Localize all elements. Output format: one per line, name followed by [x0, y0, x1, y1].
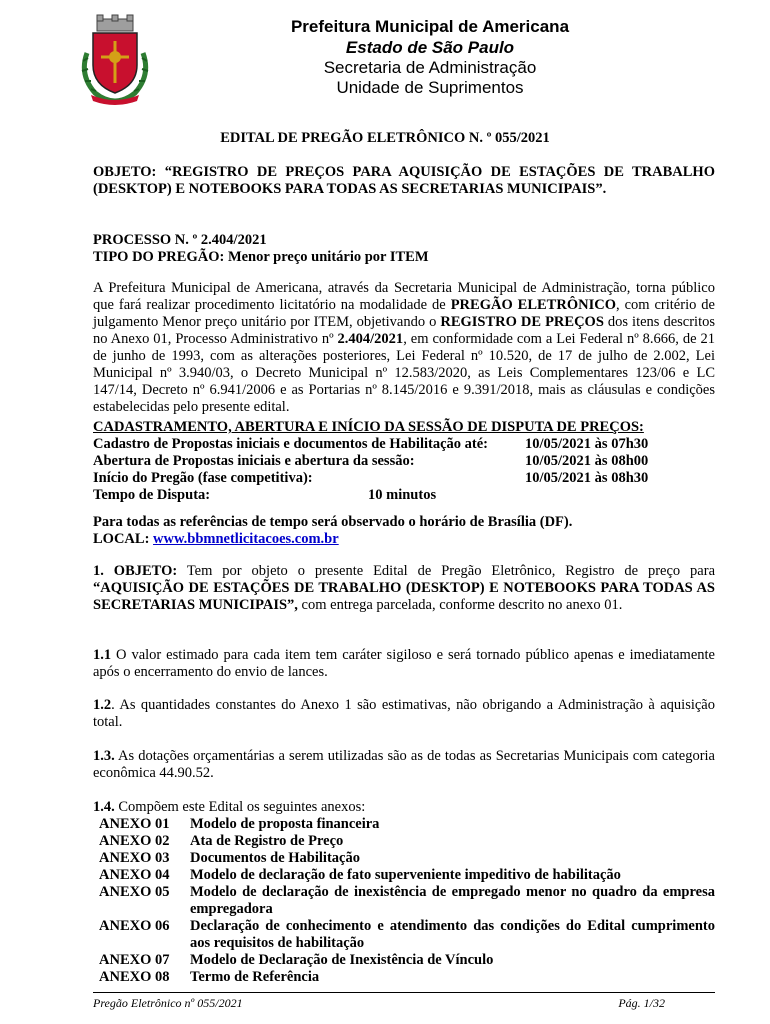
cadastramento-section: [93, 419, 715, 548]
annex-code: ANEXO 06: [99, 918, 170, 934]
section-text: . As quantidades constantes do Anexo 1 são estimativas, não obrigando a Administração à aquisição total.: [93, 697, 715, 730]
objeto-paragraph: OBJETO: “REGISTRO DE PREÇOS PARA AQUISIÇÃO DE ESTAÇÕES DE TRABALHO (DESKTOP) E NOTEBOOKS PARA TODAS AS SECRETARIAS MUNICIPAIS”.: [93, 164, 715, 197]
annex-desc: Modelo de declaração de inexistência de empregado menor no quadro da empresa empregadora: [190, 884, 715, 917]
annex-code: ANEXO 05: [99, 884, 170, 900]
municipal-crest-icon: [77, 13, 153, 105]
header-line-4: Unidade de Suprimentos: [336, 78, 524, 97]
section-text: com entrega parcelada, conforme descrito no anexo 01.: [297, 597, 623, 613]
schedule-value: 10/05/2021 às 08h30: [525, 470, 649, 486]
annex-desc: Modelo de declaração de fato superveniente impeditivo de habilitação: [190, 867, 621, 883]
document-title: EDITAL DE PREGÃO ELETRÔNICO N. º 055/2021: [220, 130, 550, 146]
annex-item: [93, 833, 715, 850]
schedule-label: Cadastro de Propostas iniciais e documentos de Habilitação até:: [93, 436, 488, 452]
tipo-value: : Menor preço unitário por ITEM: [219, 249, 429, 265]
cadastramento-heading: CADASTRAMENTO, ABERTURA E INÍCIO DA SESSÃO DE DISPUTA DE PREÇOS:: [93, 419, 644, 435]
annex-code: ANEXO 02: [99, 833, 170, 849]
section-1-objeto: [93, 563, 715, 614]
intro-text-3: dos itens descritos no Anexo 01, Processo Administrativo nº: [93, 314, 715, 347]
processo-block: [93, 232, 715, 266]
local-label: LOCAL:: [93, 531, 154, 547]
schedule-label: Abertura de Propostas iniciais e abertura da sessão:: [93, 453, 415, 469]
header-line-1: Prefeitura Municipal de Americana: [290, 17, 570, 36]
letterhead: [160, 16, 700, 98]
intro-text-2: , com critério de julgamento Menor preço unitário por ITEM, objetivando o: [93, 297, 715, 330]
tempo-label: Tempo de Disputa:: [93, 487, 211, 503]
annex-code: ANEXO 07: [99, 952, 170, 968]
tipo-pregao-line: [93, 249, 715, 266]
annex-desc: Declaração de conhecimento e atendimento das condições do Edital cumprimento aos requisitos de habilitação: [190, 918, 715, 951]
section-1-3: [93, 748, 715, 782]
section-number: 1.4.: [93, 799, 115, 815]
intro-bold-3: 2.404/2021: [337, 331, 404, 347]
horario-note: Para todas as referências de tempo será observado o horário de Brasília (DF).: [93, 514, 573, 530]
schedule-value: 10/05/2021 às 08h00: [525, 453, 649, 469]
section-1-4: [93, 799, 715, 986]
section-number: 1.2: [93, 697, 112, 713]
annex-code: ANEXO 01: [99, 816, 170, 832]
annex-desc: Documentos de Habilitação: [190, 850, 360, 866]
page-number: Pág. 1/32: [618, 996, 665, 1010]
schedule-row: [93, 436, 715, 453]
header-line-2: Estado de São Paulo: [345, 38, 515, 57]
schedule-row: [93, 470, 715, 487]
header-line-3: Secretaria de Administração: [323, 58, 537, 77]
annex-item: [93, 969, 715, 986]
section-1-1: [93, 647, 715, 681]
annex-desc: Termo de Referência: [190, 969, 320, 985]
section-text: Tem por objeto o presente Edital de Pregão Eletrônico, Registro de preço para: [177, 563, 716, 579]
schedule-label: Início do Pregão (fase competitiva):: [93, 470, 313, 486]
annex-item: [93, 884, 715, 918]
tipo-label: TIPO DO PREGÃO: [93, 249, 220, 265]
annex-item: [93, 850, 715, 867]
section-1-2: [93, 697, 715, 731]
footer-divider: [93, 992, 715, 993]
local-line: [93, 531, 715, 548]
section-bold-text: “AQUISIÇÃO DE ESTAÇÕES DE TRABALHO (DESKTOP) E NOTEBOOKS PARA TODAS AS SECRETARIAS MUNICIPAIS”,: [93, 580, 715, 613]
section-text: O valor estimado para cada item tem caráter sigiloso e será tornado público apenas e imediatamente após o encerramento do envio de lances.: [93, 647, 715, 680]
local-link[interactable]: www.bbmnetlicitacoes.com.br: [153, 531, 339, 547]
annex-desc: Modelo de proposta financeira: [190, 816, 380, 832]
section-number: 1.1: [93, 647, 112, 663]
annex-desc: Ata de Registro de Preço: [190, 833, 344, 849]
annex-item: [93, 816, 715, 833]
intro-bold-1: PREGÃO ELETRÔNICO: [450, 297, 616, 313]
page-footer: [93, 996, 715, 1011]
intro-text-4: , em conformidade com a Lei Federal nº 8.666, de 21 de junho de 1993, com as alterações posteriores, Lei Federal nº 10.520, de 17 de julho de 2.002, Lei Municipal nº 3.940/03, o Decreto Municipal nº 12.583/2020, as Leis Complementares 123/06 e LC 147/14, Decreto nº 6.941/2006 e as Portarias nº 8.145/2016 e 9.391/2018, mais as cláusulas e condições estabelecidas pelo presente edital.: [93, 331, 716, 415]
footer-left: Pregão Eletrônico nº 055/2021: [93, 996, 243, 1010]
processo-number: PROCESSO N. º 2.404/2021: [93, 232, 267, 248]
intro-paragraph: [93, 280, 715, 416]
section-number: 1.3.: [93, 748, 115, 764]
tempo-value: 10 minutos: [368, 487, 437, 503]
intro-text-1: A Prefeitura Municipal de Americana, através da Secretaria Municipal de Administração, torna público que fará realizar procedimento licitatório na modalidade de: [93, 280, 715, 313]
schedule-row: [93, 453, 715, 470]
intro-bold-2: REGISTRO DE PREÇOS: [440, 314, 604, 330]
annex-intro: [93, 799, 715, 816]
schedule-value: 10/05/2021 às 07h30: [525, 436, 649, 452]
tempo-disputa-row: [93, 487, 715, 504]
section-number: 1. OBJETO:: [93, 563, 178, 579]
annex-item: [93, 918, 715, 952]
annex-code: ANEXO 03: [99, 850, 170, 866]
annex-code: ANEXO 04: [99, 867, 170, 883]
annex-item: [93, 952, 715, 969]
section-text: Compõem este Edital os seguintes anexos:: [114, 799, 366, 815]
annex-code: ANEXO 08: [99, 969, 170, 985]
annex-item: [93, 867, 715, 884]
section-text: As dotações orçamentárias a serem utilizadas são as de todas as Secretarias Municipais com categoria econômica 44.90.52.: [93, 748, 715, 781]
annex-desc: Modelo de Declaração de Inexistência de Vínculo: [190, 952, 494, 968]
